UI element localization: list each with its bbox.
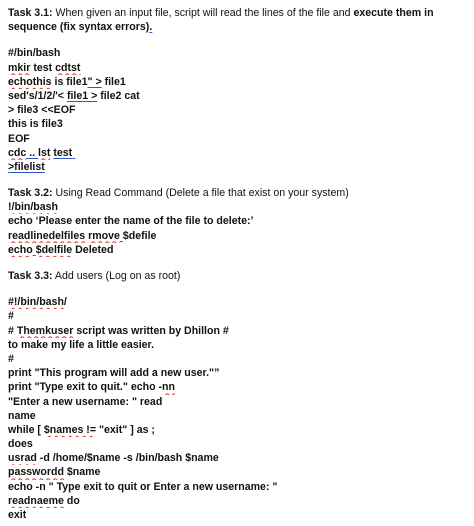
code-token: cdc — [8, 146, 27, 159]
code-line — [8, 146, 466, 160]
code-line — [8, 75, 466, 89]
code-line — [8, 160, 466, 174]
task-3-3-description: Add users (Log on as root) — [52, 270, 181, 283]
code-line: does — [8, 438, 33, 451]
code-token: usrad — [8, 452, 37, 465]
code-token: test — [53, 146, 73, 159]
code-token: readnaeme — [8, 494, 64, 507]
code-token: nn — [162, 381, 175, 394]
code-token: lst — [38, 146, 51, 159]
code-token: is file1 — [51, 75, 88, 88]
code-token — [72, 147, 75, 159]
spacer — [8, 283, 466, 295]
spacer — [8, 257, 466, 269]
task-3-2-description: Using Read Command (Delete a file that exist on your system) — [52, 187, 349, 200]
code-token: cdtst — [55, 61, 81, 74]
code-token: file1 — [101, 75, 126, 88]
task-3-1-code — [8, 46, 466, 174]
code-token: test — [30, 61, 56, 74]
code-token: !/bin/bash — [8, 201, 59, 214]
code-line: > file3 <<EOF — [8, 104, 76, 117]
code-line — [8, 200, 466, 214]
code-line — [8, 324, 466, 338]
code-token: mkir — [8, 61, 31, 74]
code-token: "exit" ] as ; — [96, 423, 155, 436]
code-line: to make my life a little easier. — [8, 338, 155, 351]
code-token: .. — [26, 146, 39, 159]
code-line — [8, 423, 466, 437]
code-token: rmove — [88, 229, 120, 242]
code-line — [8, 89, 466, 103]
code-line: # — [8, 352, 14, 365]
code-token: while [ — [8, 423, 44, 436]
task-3-2-instruction — [8, 186, 466, 200]
task-3-1-instruction — [8, 6, 466, 34]
code-line: #/bin/bash — [8, 47, 61, 60]
code-token: echothis — [8, 75, 52, 88]
task-3-2-heading: Task 3.2: — [8, 187, 53, 200]
code-token: file2 cat — [97, 89, 140, 102]
code-line — [8, 465, 466, 479]
code-token: Deleted — [72, 243, 114, 256]
document — [8, 6, 466, 522]
code-token: # — [8, 324, 17, 337]
code-token: $defile — [122, 229, 157, 242]
code-line: name — [8, 409, 36, 422]
code-token: Themkuser — [16, 324, 74, 337]
code-token: $names != — [43, 423, 97, 436]
code-line: print "This program will add a new user."” — [8, 367, 220, 380]
code-line: EOF — [8, 132, 30, 145]
code-line — [8, 295, 466, 309]
code-line: echo ‘Please enter the name of the file to delete:’ — [8, 215, 254, 228]
task-3-3-heading: Task 3.3: — [8, 270, 53, 283]
code-line: exit — [8, 509, 27, 522]
code-line: # — [8, 310, 14, 323]
code-line — [8, 61, 466, 75]
code-token: echo — [8, 243, 33, 256]
task-3-1-emphasis: execute them in sequence — [8, 7, 434, 34]
code-token: $delfile — [35, 243, 73, 256]
task-3-1-intro: When given an input file, script will read the lines of the file and — [52, 7, 354, 19]
code-token: #!/bin/bash/ — [8, 296, 67, 309]
task-3-3-code — [8, 295, 466, 522]
code-token: passwordd — [8, 466, 64, 479]
code-line: echo -n " Type exit to quit or Enter a new username: " — [8, 480, 278, 493]
code-token: >filelist — [8, 160, 45, 173]
code-line — [8, 380, 466, 394]
task-3-1-heading: Task 3.1: — [8, 7, 53, 19]
code-token: $name — [63, 466, 101, 479]
code-token: file1 > — [66, 89, 98, 102]
code-line — [8, 494, 466, 508]
code-token: script was written by Dhillon # — [73, 324, 229, 337]
code-token: print "Type exit to quit." echo - — [8, 381, 163, 394]
task-3-3-instruction — [8, 269, 466, 283]
task-3-2-code — [8, 200, 466, 257]
task-3-1-tail: (fix syntax errors) — [56, 21, 150, 34]
code-token: readlinedelfiles — [8, 229, 86, 242]
code-token: do — [63, 494, 80, 507]
code-token: -d /home/$name -s /bin/bash $name — [36, 452, 219, 465]
code-line: "Enter a new username: " read — [8, 395, 163, 408]
code-line — [8, 229, 466, 243]
code-line: this is file3 — [8, 118, 63, 131]
task-3-1-tail-end: . — [149, 21, 153, 34]
code-line — [8, 243, 466, 257]
code-token: " > — [87, 75, 102, 88]
code-line — [8, 451, 466, 465]
spacer — [8, 34, 466, 46]
code-token: sed's/1/2/'< — [8, 89, 67, 102]
spacer — [8, 174, 466, 186]
